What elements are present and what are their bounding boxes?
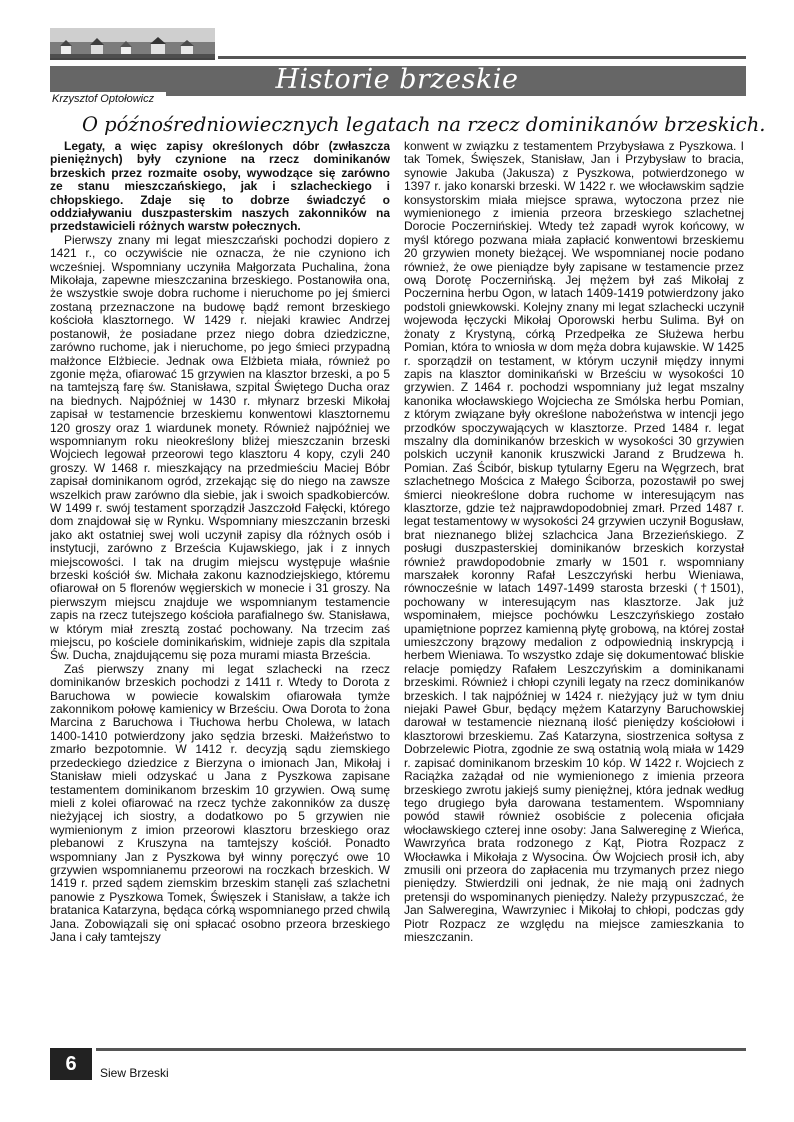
article-title: O późnośredniowiecznych legatach na rzecz dominikanów brzeskich. [82,113,766,136]
page-number: 6 [50,1048,92,1080]
article-column-right [404,140,744,1040]
article-paragraph: konwent w związku z testamentem Przybysława z Pyszkowa. I tak Tomek, Święszek, Stanisław, Jan i Przybysław to bracia, synowie Jakuba (Jakusza) z Pyszkowa, potwierdzonego w 1397 r. jako konarski brzeski. W 1422 r. we włocławskim sądzie konsystorskim miała miejsce sprawa, wytoczona przez nie wymienionego z imienia przeora brzeskiego szlachetnej Dorocie Poczernińskiej. Wtedy też zapadł wyrok końcowy, w myśl którego pozwana miała zapłacić konwentowi brzeskiemu 20 grzywien monety bieżącej. We wspomnianej nocie podano również, że owe pieniądze były zapisane w testamencie przez ową Dorotę Poczernińską. Jej mężem był zaś Mikołaj z Poczernina herbu Ogon, w latach 1409-1419 potwierdzony jako podstoli gniewkowski. Kolejny znany mi legat szlachecki uczynił wojewoda łęczycki Mikołaj Oporowski herbu Sulima. Był on żonaty z Krystyną, córką Przedpełka ze Służewa herbu Pomian, która to wniosła w dom męża dobra kujawskie. W 1425 r. sporządził on testament, w którym uczynił między innymi zapis na klasztor dominikański w Brześciu w wysokości 10 grzywien. Z 1464 r. pochodzi wspomniany już legat mszalny kanonika włocławskiego Wojciecha ze Smólska herbu Pomian, z którym związane były określone nabożeństwa w intencji jego przodków spoczywających w klasztorze. Przed 1484 r. legat mszalny dla dominikanów brzeskich w wysokości 30 grzywien polskich uczynił kanonik kruszwicki Jarand z Brudzewa h. Pomian. Zaś Ścibór, biskup tytularny Egeru na Węgrzech, brat szlachetnego Mościca z Małego Ściborza, pozostawił po swej śmierci nieokreślone dobra ruchome w interesującym nas klasztorze, gdzie też najprawdopodobniej zmarł. Przed 1487 r. legat testamentowy w wysokości 24 grzywien uczynił Bogusław, brat nieznanego bliżej szlachcica Jana Brzezieńskiego. Z posługi duszpasterskiej dominikanów brzeskich korzystał również prawdopodobnie zmarły w 1501 r. wspomniany marszałek koronny Rafał Leszczyński herbu Wieniawa, równocześnie w latach 1497-1499 starosta brzeski (†1501), pochowany w interesującym nas klasztorze. Jak już wspominałem, miejsce pochówku Leszczyńskiego zostało upamiętnione poprzez kamienną płytę grobową, na której został umieszczony brązowy medalion z odpowiednią inskrypcją i herbem Wieniawa. To wszystko zdaje się dokumentować bliskie relacje pomiędzy Rafałem Leszczyńskim a dominikanami brzeskimi. Również i chłopi czynili legaty na rzecz dominikanów brzeskich. I tak najpóźniej w 1424 r. nieżyjący już w tym dniu niejaki Paweł Gbur, będący mężem Katarzyny Baruchowskiej darował w testamencie nieznaną ilość pieniędzy kościołowi i klasztorowi brzeskiemu. Zaś Katarzyna, siostrzenica sołtysa z Dobrzelewic Piotra, zgodnie ze swą ostatnią wolą miała w 1429 r. zapisać dominikanom brzeskim 10 kóp. W 1422 r. Wojciech z Raciążka zażądał od nie wymienionego z imienia przeora brzeskiego zwrotu jakiejś sumy pieniężnej, która jednak według tego drugiego była darowana testamentem. Wspomniany powód stawił również osobiście z polecenia oficjała włocławskiego czterej inne osoby: Jana Salwereginę z Wieńca, Wawrzyńca brata rodzonego z Kąt, Piotra Rozpacz z Włocławka i Mikołaja z Wysocina. Ów Wojciech prosił ich, aby zmusili oni przeora do zapłacenia mu trzymanych przez niego pieniędzy. Stwierdzili oni jednak, że nie mają oni żadnych pretensji do wspominanych pieniędzy. Należy przypuszczać, że Jan Salweregina, Wawrzyniec i Mikołaj to chłopi, podczas gdy Piotr Rozpacz ze względu na miejsce zamieszkania to mieszczanin. [404,140,744,944]
top-rule [218,56,746,59]
magazine-name: Siew Brzeski [100,1066,169,1080]
town-panorama-image [50,28,215,58]
article-paragraph: Pierwszy znany mi legat mieszczański pochodzi dopiero z 1421 r., co oczywiście nie oznacza, że nie czyniono ich wcześniej. Wspomniany uczyniła Małgorzata Puchalina, żona Mikołaja, zapewne mieszczanina brzeskiego. Postanowiła ona, że wszystkie swoje dobra ruchome i nieruchome po jej śmierci zostaną przeznaczone na budowę bądź remont brzeskiego kościoła klasztornego. W 1429 r. niejaki krawiec Andrzej postanowił, że posiadane przez niego dobra dziedziczne, zarówno ruchome, jak i nieruchome, po jego śmieci przypadną małżonce Elżbiecie. Jednak owa Elżbieta miała, również po zgonie męża, ofiarować 15 grzywien na klasztor brzeski, a po 5 na tamtejszą farę św. Stanisława, szpital Świętego Ducha oraz na biednych. Najpóźniej w 1430 r. młynarz brzeski Mikołaj zapisał w testamencie brzeskiemu konwentowi klasztornemu 120 groszy oraz 1 wiardunek monety. Również najpóźniej we wspomnianym roku nieokreślony bliżej mieszczanin brzeski Wojciech legował przeorowi tego klasztoru 4 kopy, czyli 240 groszy. W 1468 r. mieszkający na przedmieściu Maciej Bóbr zapisał dominikanom ogród, zrzekając się do niego na zawsze wszelkich praw zarówno dla siebie, jak i swoich spadkobierców. W 1499 r. swój testament sporządził Jaszczołd Fałęcki, którego dom znajdował się w Rynku. Wspomniany mieszczanin brzeski jako akt ostatniej swej woli uczynił zapisy dla różnych osób i instytucji, zarówno z Brześcia Kujawskiego, jak i z innych miejscowości. I tak na drugim miejscu występuje właśnie brzeski kościół św. Michała zakonu kaznodziejskiego, któremu ofiarował on 5 florenów węgierskich w monecie i 31 groszy. Na pierwszym miejscu znajduje we wspomnianym testamencie zapis na rzecz tutejszego kościoła parafialnego św. Stanisława, w którym miał zresztą zostać pochowany. Na trzecim zaś miejscu, po kościele dominikańskim, widnieje zapis dla szpitala Św. Ducha, znajdującemu się poza murami miasta Brześcia. [50,232,390,663]
article-paragraph: Zaś pierwszy znany mi legat szlachecki na rzecz dominikanów brzeskich pochodzi z 1411 r. Wtedy to Dorota z Baruchowa w powiecie kowalskim ofiarowała tymże zakonnikom połowę kamienicy w Brześciu. Owa Dorota to żona Marcina z Baruchowa i Tłuchowa herbu Cholewa, w latach 1400-1410 potwierdzony jako sędzia brzeski. Małżeństwo to zmarło bezpotomnie. W 1412 r. decyzją sądu ziemskiego przedeckiego dziedzice z Bierzyna o imionach Jan, Mikołaj i Stanisław mieli odzyskać u Jana z Pyszkowa zapisane testamentem dominikanom brzeskim 10 grzywien. Ową sumę mieli z kolei ofiarować na rzecz tychże zakonników za duszę nieżyjącej ich siostry, a dodatkowo po 5 grzywien nie wymienionym z imion przeorowi klasztoru brzeskiego oraz plebanowi z Kruszyna na tamtejszy kościół. Ponadto wspomniany Jan z Pyszkowa był winny poręczyć owe 10 grzywien wspomnianemu przeorowi na roczkach brzeskich. W 1419 r. przed sądem ziemskim brzeskim stanęli zaś szlachetni panowie z Pyszkowa Tomek, Święszek i Stanisław, a także ich bratanica Katarzyna, będąca córką wspomnianego przed chwilą Jana. Zobowiązali się oni spłacać osobno przeora brzeskiego Jana i cały tamtejszy [50,661,390,944]
footer-rule [96,1048,746,1051]
section-title: Historie brzeskie [275,64,519,95]
header-photo [50,28,215,60]
author-name: Krzysztof Optołowicz [50,92,166,106]
article-lead: Legaty, a więc zapisy określonych dóbr (zwłaszcza pieniężnych) były czynione na rzecz dominikanów brzeskich przez rozmaite osoby, wywodzące się zarówno ze stanu mieszczańskiego, jak i szlacheckiego i chłopskiego. Zdaje się to dobrze świadczyć o oddziaływaniu duszpasterskim naszych zakonników na przedstawicieli różnych warstw połecznych. [50,140,390,234]
article-column-left [50,140,390,1040]
